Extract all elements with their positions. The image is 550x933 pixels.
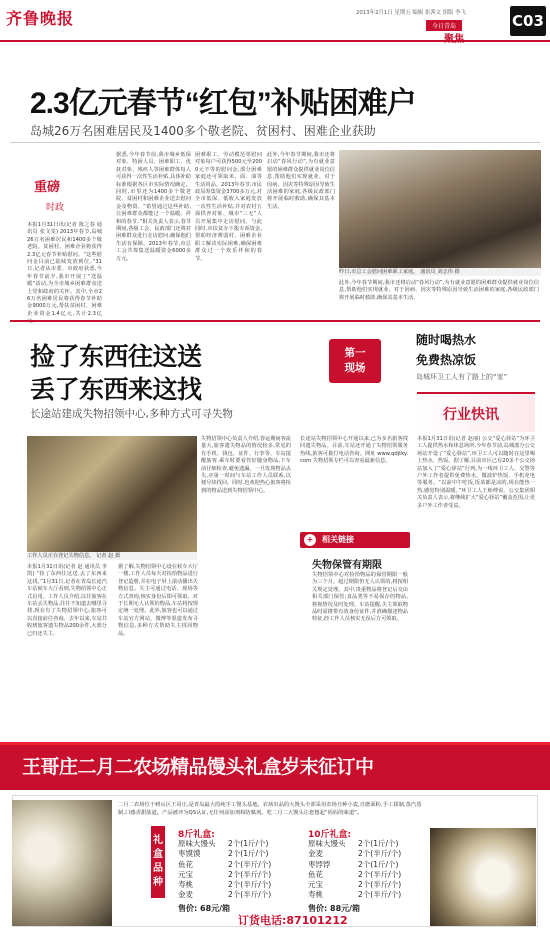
- related-label: 相关链接: [322, 535, 354, 544]
- pkg8-list: [178, 839, 298, 901]
- related-icon: +: [304, 534, 316, 546]
- related-link-badge: [300, 532, 410, 548]
- story2-col2: 据了解,失物招领中心设在候车大厅一楼,工作人员每天对捡拾物品进行登记造册,并在电子屏上滚动播出失物信息。失主可通过电话、现场等方式查询,核实身份后即可领取。对于长期无人认领的物品,车站将按规定统一处理。此外,旅客也可以通过车站官方网站、微博等渠道发布寻物信息,多种方式帮助失主找回物品。: [118, 564, 198, 637]
- list-item: 鱼花 2个(半斤/个): [308, 869, 402, 879]
- section-name: 聚焦: [444, 34, 464, 45]
- order-phone: 订货电话:87101212: [238, 914, 348, 927]
- dateline: 2013年2月1日 星期五 编辑 张茜文 组版 李飞: [356, 10, 467, 16]
- story1-headline: 2.3亿元春节“红包”补贴困难户: [30, 87, 416, 120]
- list-item: 寿桃 2个(半斤/个): [308, 890, 402, 900]
- list-item: 元宝 2个(半斤/个): [308, 880, 402, 890]
- story1-col3: 困难职工、劳动模范等慰问对象每户可获得500元至2000元不等的慰问金,部分困难家庭还可领取米、面、油等生活用品。2013年春节,市民政局筹集资金3700多万元,对全市低保、低收入家庭发放一次性生活补贴,并对农村五保供养对象、城市“三无”人员开展集中走访慰问。与此同时,市扶贫办下拨专项资金,帮助经济薄弱村、困难企业职工解决实际困难,确保困难群众过一个欢乐祥和的春节。: [195, 152, 262, 262]
- first-scene-tag: [329, 339, 381, 383]
- story3-subhead: 岛城环卫工人有了路上的“家”: [416, 373, 508, 381]
- story2-col1: 本报1月31日讯(记者 赵 通讯员 李凯) “捡了东西往这送,丢了东西来这找。”1月31日,记者在青岛长途汽车站候车大厅看到,失物招领中心正式启用。工作人员介绍,以往旅客在车站丢失物品,往往不知道去哪里寻找,现在有了失物招领中心,旅客可以直接前往咨询。去年以来,车站共收到旅客遗失物品200余件,大部分已归还失主。: [27, 564, 107, 637]
- story2-photo: [27, 436, 197, 552]
- related-text: 失物招领中心对捡拾物品的保管期限一般为三个月。超过期限仍无人认领的,将按相关规定处理。其中,贵重物品将登记后交由相关部门保管;食品类等不易保存的物品,将视情况及时处理。车站提醒,失主领取物品时需携带有效身份证件,并准确描述物品特征,经工作人员核实无误后方可领取。: [312, 572, 408, 623]
- story2-photo-caption: 工作人员正在登记失物信息。 记者 赵 摄: [27, 552, 197, 560]
- story1-subhead: 岛城26万名困难居民及1400多个敬老院、贫困村、困难企业获助: [30, 124, 376, 138]
- story2-subhead: 长途站建成失物招领中心,多种方式可寻失物: [30, 408, 233, 420]
- story1-col5: 此外,今年春节期间,我市还将启动“春风行动”,为有就业意愿的困难群众提供就业岗位信息,帮助他们实现就业。对于因病、因灾等特殊原因导致生活困难的家庭,各级民政部门将开展临时救助,确保其基本生活。: [339, 280, 539, 301]
- badge-shizheng: 时政: [46, 203, 65, 213]
- section-divider: [10, 320, 540, 322]
- pkg10-list: [308, 839, 428, 901]
- list-item: 金麦 2个(半斤/个): [178, 890, 272, 900]
- ad-photo-left: [12, 800, 112, 926]
- story3-headline-2: 免费热凉饭: [416, 353, 477, 367]
- story1-col1: 本报1月31日讯(记者 陈之春 通讯员 张文雯) 2013年春节,岛城26万名困难居民和1400多个敬老院、贫困村、困难企业将获得2.3亿元春节补贴慰问。“这些慰问金目前已陆续发放到位。”31日,记者从市委、市政府获悉,今年春节前夕,我市开展了“送温暖”活动,为全市城乡困难群众送上党和政府的关怀。其中,全市26万名困难居民将获得春节补助金9000万元,帮扶贫困村、困难企业资金1.4亿元,共计2.3亿: [27, 222, 102, 317]
- page-header: [0, 0, 550, 42]
- list-item: 原味大馒头 2个(1斤/个): [178, 839, 269, 848]
- list-item: 鱼花 2个(半斤/个): [178, 859, 272, 869]
- box-label: 礼盒品种: [151, 826, 165, 898]
- story2-col3: 失物招领中心负责人介绍,春运期间客流量大,旅客遗失物品的情况较多,常见的有手机、钱包、证件、行李等。车站提醒旅客,乘车时要看管好随身物品,下车前仔细检查,避免遗漏。一旦发现物品丢失,应第一时间与车站工作人员联系,以便尽快找回。同时,也欢迎热心旅客将捡到的物品送到失物招领中心。: [201, 436, 291, 494]
- list-item: 原味大馒头 2个(1斤/个): [308, 839, 399, 848]
- story1-photo: [339, 150, 541, 268]
- story1-col4: 此外,今年春节期间,我市还将启动“春风行动”,为有就业意愿的困难群众提供就业岗位信息,帮助他们实现就业。对于因病、因灾等特殊原因导致生活困难的家庭,各级民政部门将开展临时救助,确保其基本生活。: [267, 152, 335, 210]
- story3-headline-1: 随时喝热水: [416, 333, 477, 347]
- divider: [10, 142, 540, 143]
- ad-photo-right: [430, 828, 536, 926]
- related-title: 失物保管有期限: [312, 560, 382, 571]
- ad-intro: 二月二农场位于崂山区王哥庄,是青岛最大的纯手工馒头基地。农场出品的大馒头全部采用农场自种小麦,自磨面粉,手工揉制,蒸汽蒸制,口感香甜筋道。产品被评为QS认证,无任何添加剂和防腐剂。吃二月二大馒头让您想起“妈妈的味道”。: [118, 802, 422, 816]
- list-item: 寿桃 2个(半斤/个): [178, 880, 272, 890]
- industry-news-label: 行业快讯: [443, 407, 499, 423]
- pkg10-title: 10斤礼盒:: [308, 830, 352, 840]
- story2-headline-2: 丢了东西来这找: [30, 375, 202, 404]
- story1-col2: 据悉,今年春节前,我市城乡低保对象、特困人员、困难职工、优抚对象、残疾人等困难群体每人可获得一次性生活补贴,具体补助标准根据各区市实际情况确定。同时,市里还为1400多个敬老院、贫困村和困难企业送去慰问金及物资。“希望通过这些补助,让困难群众都能过一个温暖、祥和的春节。”相关负责人表示,春节期间,各级工会、民政部门还将对困难群众进行走访慰问,确保他们生活有保障。2013年春节,市总工会共筹集送温暖资金6000多万元。: [116, 152, 191, 262]
- list-item: 元宝 2个(半斤/个): [178, 869, 272, 879]
- story3-text: 本报1月31日讯(记者 赵丽) 公交“爱心驿站”为环卫工人提供热水和休息场所,今年春节前,岛城部分公交场站开设了“爱心驿站”,环卫工人可以随时在这里喝上热水、热饭。据了解,目前市区已有20多个公交场站加入了“爱心驿站”行列,为一线环卫工人、交警等户外工作者提供免费热水、微波炉热饭、手机充电等服务。“以前中午吃饭,饭菜都是凉的,现在能热一热,感觉特别温暖。”环卫工人王师傅说。公交集团相关负责人表示,将继续扩大“爱心驿站”覆盖范围,让更多户外工作者受益。: [417, 436, 535, 509]
- story2-col4: 长途站失物招领中心开通以来,已为多名旅客找回遗失物品。目前,车站还开通了失物招领服务热线,旅客可拨打电话咨询。网址 www.qdjtky.com 失物招领专栏可以查看最新信息。: [300, 436, 408, 465]
- ad-title: 王哥庄二月二农场精品馒头礼盒岁末征订中: [22, 756, 374, 778]
- page-number: C03: [510, 6, 546, 36]
- list-item: 枣饽饽 2个(1斤/个): [308, 859, 399, 869]
- list-item: 枣馍馍 2个(1斤/个): [178, 849, 269, 859]
- first-scene-label: 第一 现场: [344, 347, 366, 374]
- story1-photo-caption: 昨日,市总工会慰问困难职工家庭。 通讯员 刘志伟 摄: [339, 268, 541, 276]
- list-item: 金麦 2个(半斤/个): [308, 849, 402, 859]
- badge-zhongbang: 重磅: [34, 180, 61, 195]
- pkg8-price: 售价: 68元/箱: [178, 904, 231, 913]
- section-today: 今日青岛: [426, 20, 462, 31]
- story2-headline-1: 捡了东西往这送: [30, 342, 202, 371]
- industry-news-badge: [417, 392, 535, 432]
- newspaper-logo: 齐鲁晚报: [6, 9, 75, 28]
- pkg8-title: 8斤礼盒:: [178, 830, 215, 840]
- pkg10-price: 售价: 88元/箱: [308, 904, 361, 913]
